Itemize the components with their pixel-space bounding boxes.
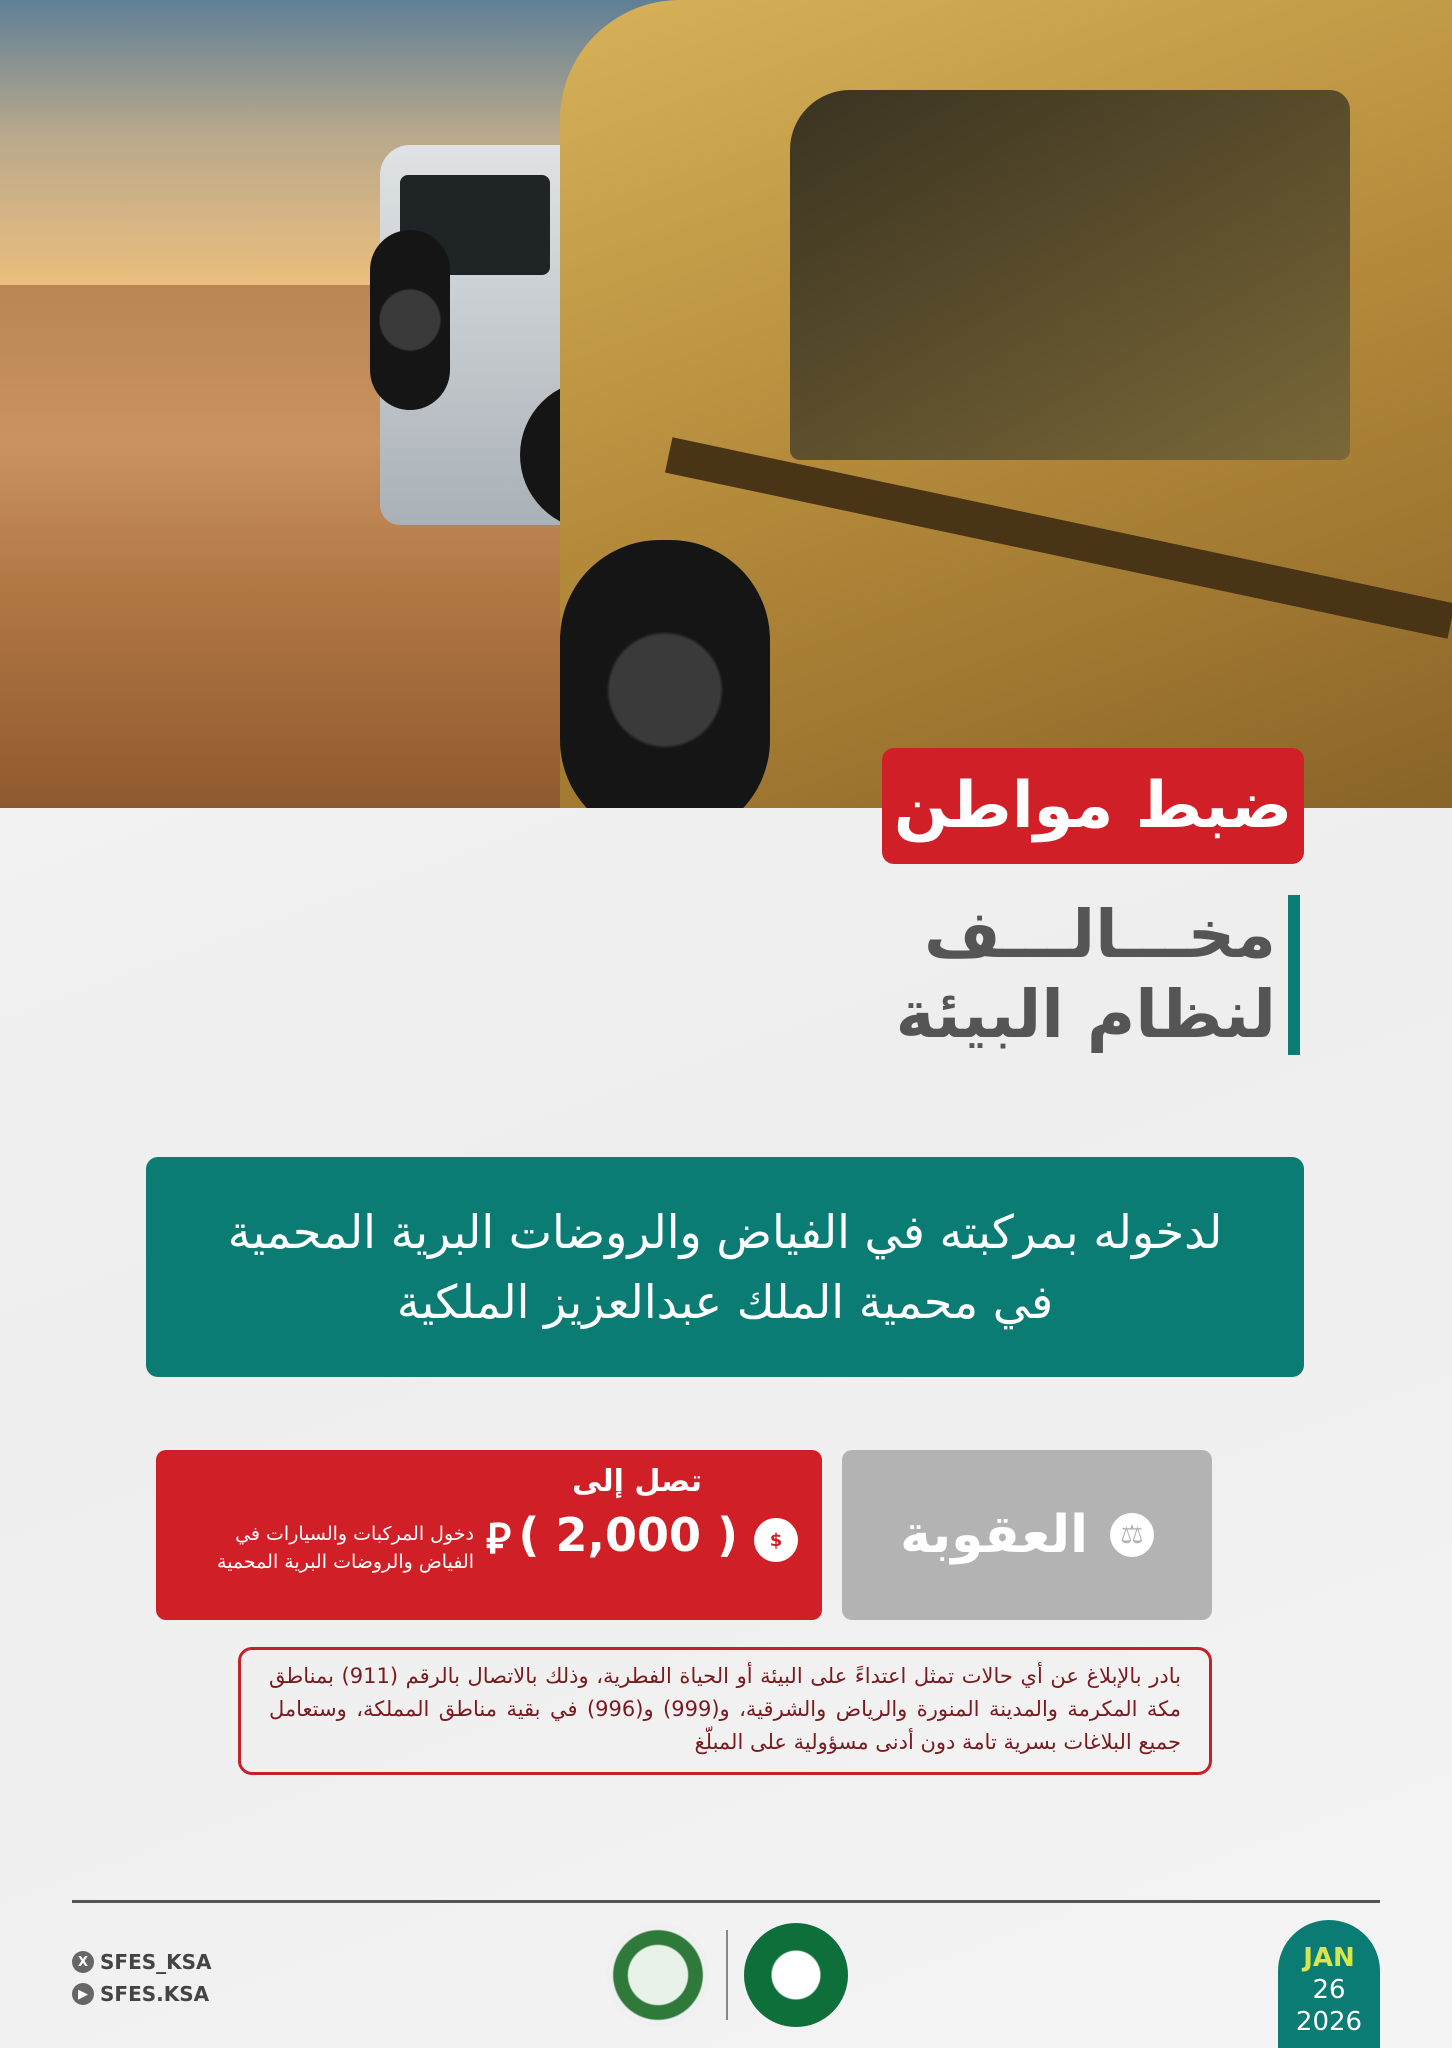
penalty-amount-box xyxy=(156,1450,822,1620)
gavel-icon: ⚖ xyxy=(1110,1513,1154,1557)
penalty-up-to: تصل إلى xyxy=(572,1464,702,1499)
white-jeep-wheel xyxy=(370,230,450,410)
special-forces-emblem-icon xyxy=(606,1923,710,2027)
violation-reason xyxy=(146,1157,1304,1377)
footer-logos xyxy=(606,1922,856,2028)
money-icon: $ xyxy=(754,1518,798,1562)
penalty-amount: ( 2,000 ) xyxy=(518,1508,738,1562)
report-notice: بادر بالإبلاغ عن أي حالات تمثل اعتداءً على البيئة أو الحياة الفطرية، وذلك بالاتصال بالرقم (911) بمناطق مكة المكرمة والمدينة المنورة والرياض والشرقية، و(999) و(996) في بقية مناطق المملكة، وستعامل جميع البلاغات بسرية تامة دون أدنى مسؤولية على المبلّغ xyxy=(238,1647,1212,1775)
riyal-symbol-icon: ⃁ xyxy=(486,1514,511,1563)
reason-line2: في محمية الملك عبدالعزيز الملكية xyxy=(396,1275,1054,1329)
headline-subtitle-line1: مخـــالـــف xyxy=(924,896,1276,973)
headline-subtitle-line2: لنظام البيئة xyxy=(895,976,1276,1053)
date-month: JAN xyxy=(1303,1943,1355,1973)
patrol-jeep-wheel xyxy=(560,540,770,808)
penalty-label: العقوبة xyxy=(900,1505,1088,1565)
headline-subtitle xyxy=(830,895,1300,1055)
date-year: 2026 xyxy=(1295,2007,1363,2037)
social-links xyxy=(72,1946,212,2010)
hero-photo xyxy=(0,0,1452,808)
penalty-description: دخول المركبات والسيارات في الفياض والروضات البرية المحمية xyxy=(217,1523,474,1573)
patrol-jeep-window xyxy=(790,90,1350,460)
logo-separator xyxy=(726,1930,728,2020)
penalty-label-box xyxy=(842,1450,1212,1620)
date-badge xyxy=(1278,1920,1380,2048)
x-icon: X xyxy=(72,1951,94,1973)
headline-badge: ضبط مواطن xyxy=(882,748,1304,864)
ministry-interior-emblem-icon xyxy=(744,1923,848,2027)
x-link[interactable] xyxy=(72,1946,212,1978)
patrol-jeep-stripe xyxy=(665,437,1452,639)
x-handle: SFES_KSA xyxy=(100,1950,212,1974)
reason-line1: لدخوله بمركبته في الفياض والروضات البرية المحمية xyxy=(227,1205,1223,1259)
footer-divider xyxy=(72,1900,1380,1903)
youtube-handle: SFES.KSA xyxy=(100,1982,210,2006)
date-day: 26 xyxy=(1312,1975,1346,2005)
youtube-icon: ▶ xyxy=(72,1983,94,2005)
youtube-link[interactable] xyxy=(72,1978,212,2010)
